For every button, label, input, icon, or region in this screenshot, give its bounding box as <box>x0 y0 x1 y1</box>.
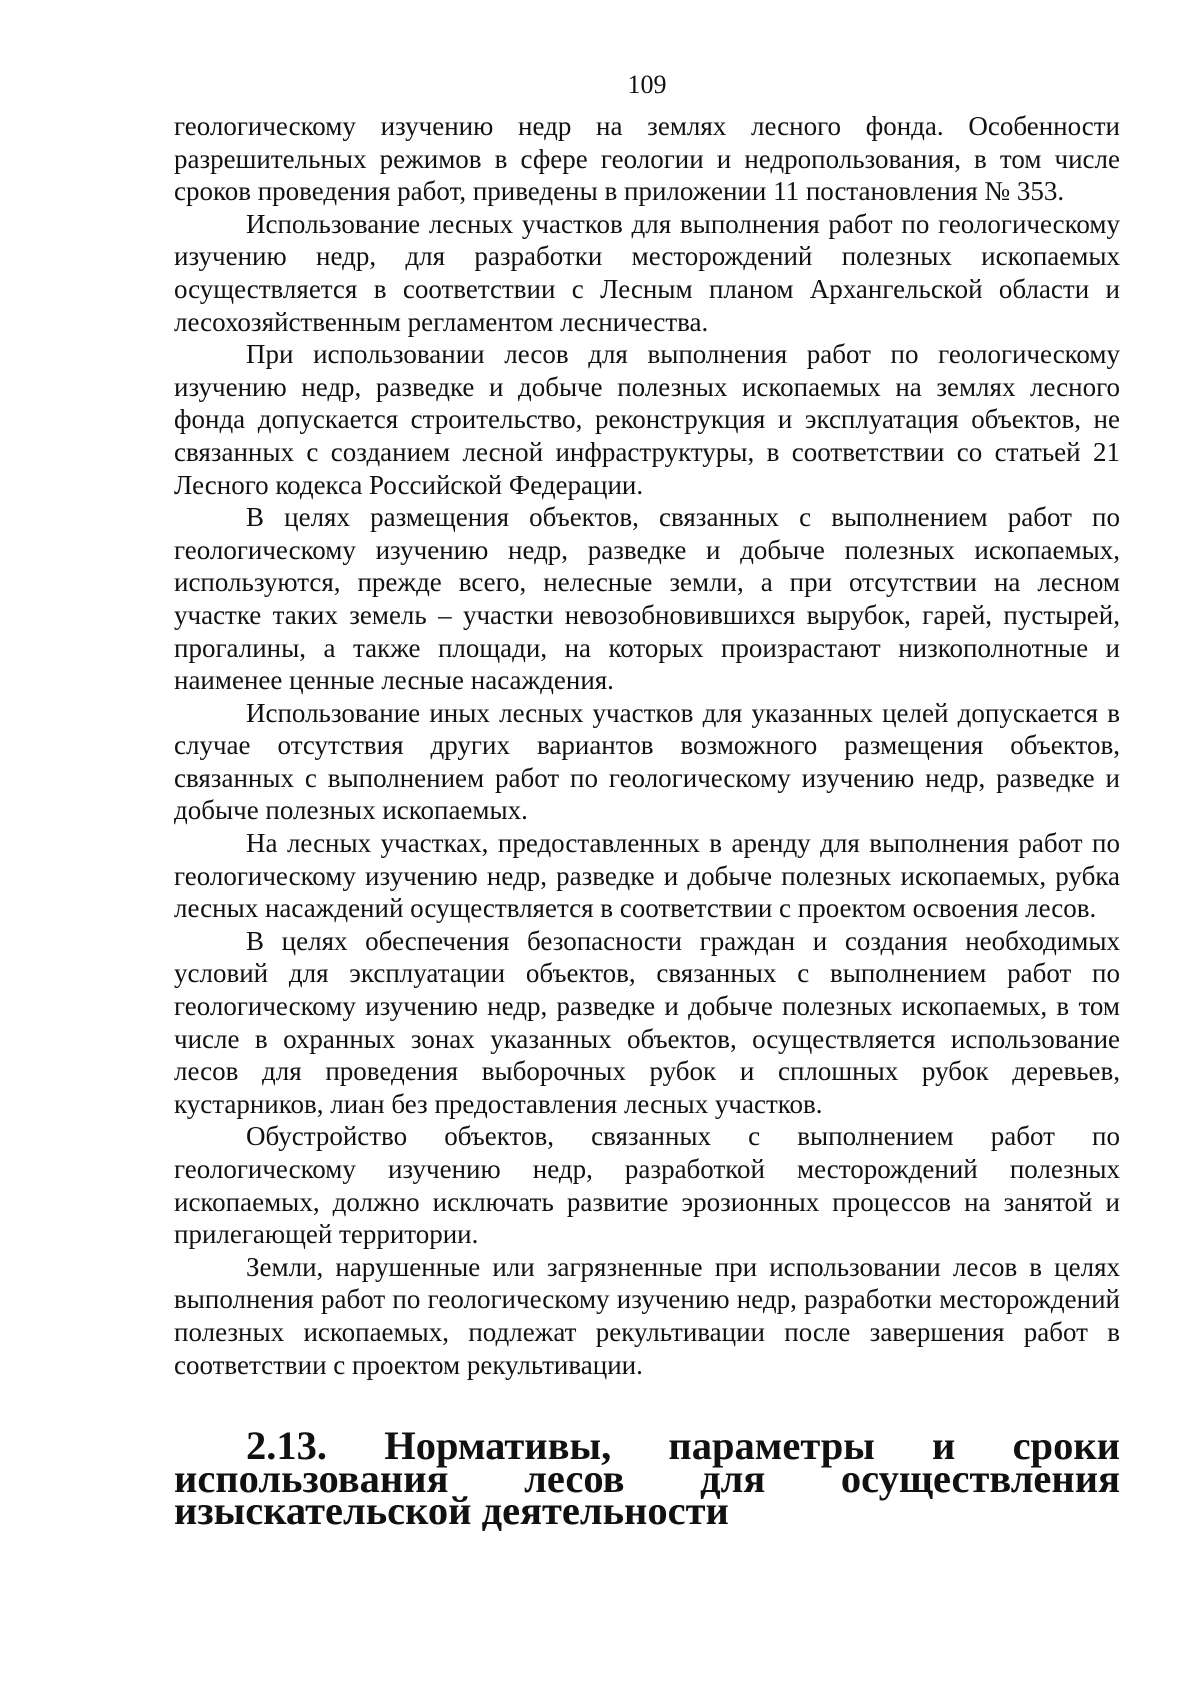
section-heading: 2.13. Нормативы, параметры и сроки использования лесов для осуществления изыскательской деятельности <box>174 1423 1120 1534</box>
paragraph: геологическому изучению недр на землях лесного фонда. Особенности разрешительных режимов в сфере геологии и недропользования, в том числе сроков проведения работ, приведены в приложении 11 постановления № 353. <box>174 111 1120 207</box>
paragraph: В целях размещения объектов, связанных с выполнением работ по геологическому изучению недр, разведке и добыче полезных ископаемых, используются, прежде всего, нелесные земли, а при отсутствии на лесном участке таких земель – участки невозобновившихся вырубок, гарей, пустырей, прогалины, а также площади, на которых произрастают низкополнотные и наименее ценные лесные насаждения. <box>174 502 1120 696</box>
paragraph: Обустройство объектов, связанных с выполнением работ по геологическому изучению недр, разработкой месторождений полезных ископаемых, должно исключать развитие эрозионных процессов на занятой и прилегающей территории. <box>174 1121 1120 1250</box>
paragraph: В целях обеспечения безопасности граждан и создания необходимых условий для эксплуатации объектов, связанных с выполнением работ по геологическому изучению недр, разведке и добыче полезных ископаемых, в том числе в охранных зонах указанных объектов, осуществляется использование лесов для проведения выборочных рубок и сплошных рубок деревьев, кустарников, лиан без предоставления лесных участков. <box>174 925 1120 1119</box>
paragraph: На лесных участках, предоставленных в аренду для выполнения работ по геологическому изучению недр, разведке и добыче полезных ископаемых, рубка лесных насаждений осуществляется в соответствии с проектом освоения лесов. <box>174 828 1120 924</box>
page-number: 109 <box>627 70 667 99</box>
paragraph: Земли, нарушенные или загрязненные при использовании лесов в целях выполнения работ по геологическому изучению недр, разработки месторождений полезных ископаемых, подлежат рекультивации после завершения работ в соответствии с проектом рекультивации. <box>174 1251 1120 1380</box>
paragraph: Использование иных лесных участков для указанных целей допускается в случае отсутствия других вариантов возможного размещения объектов, связанных с выполнением работ по геологическому изучению недр, разведке и добыче полезных ископаемых. <box>174 697 1120 826</box>
paragraph: При использовании лесов для выполнения работ по геологическому изучению недр, разведке и добыче полезных ископаемых на землях лесного фонда допускается строительство, реконструкция и эксплуатация объектов, не связанных с созданием лесной инфраструктуры, в соответствии со статьей 21 Лесного кодекса Российской Федерации. <box>174 339 1120 500</box>
paragraph: Использование лесных участков для выполнения работ по геологическому изучению недр, для разработки месторождений полезных ископаемых осуществляется в соответствии с Лесным планом Архангельской области и лесохозяйственным регламентом лесничества. <box>174 208 1120 337</box>
document-page <box>174 70 1120 1534</box>
document-body <box>174 110 1120 1381</box>
